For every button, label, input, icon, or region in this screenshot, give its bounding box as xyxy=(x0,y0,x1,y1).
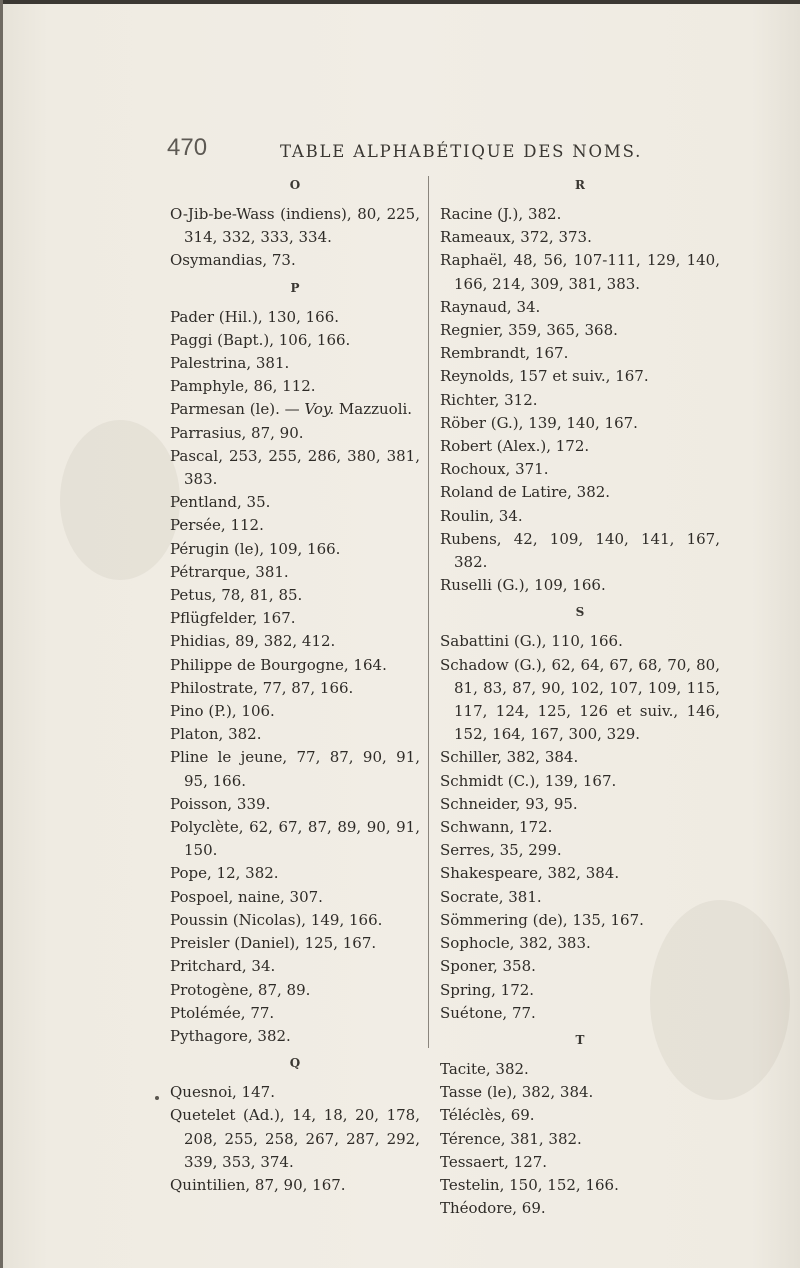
index-entry: Poussin (Nicolas), 149, 166. xyxy=(170,910,383,929)
index-entry: Serres, 35, 299. xyxy=(440,841,562,860)
index-entry: Socrate, 381. xyxy=(440,887,542,906)
index-entry: Schwann, 172. xyxy=(440,818,553,837)
section-letter-p: P xyxy=(290,280,300,295)
index-entry: Tacite, 382. xyxy=(440,1059,529,1078)
index-entry: Schiller, 382, 384. xyxy=(440,748,579,767)
index-entry: Sophocle, 382, 383. xyxy=(440,934,591,953)
index-entry: Téléclès, 69. xyxy=(440,1106,535,1125)
index-entry: Pétrarque, 381. xyxy=(170,562,289,581)
index-entry: Testelin, 150, 152, 166. xyxy=(440,1175,619,1194)
index-entry: Pospoel, naine, 307. xyxy=(170,887,323,906)
index-entry: Tasse (le), 382, 384. xyxy=(440,1083,594,1102)
index-entry: O-Jib-be-Wass (indiens), 80, 225, 314, 332, 333, 334. xyxy=(170,205,420,247)
section-letter-o: O xyxy=(289,178,301,192)
index-entry: Pamphyle, 86, 112. xyxy=(170,377,316,396)
index-entry: Polyclète, 62, 67, 87, 89, 90, 91, 150. xyxy=(170,818,420,860)
index-entry: Schneider, 93, 95. xyxy=(440,794,578,813)
section-letter-t: T xyxy=(575,1032,585,1047)
index-entry: Phidias, 89, 382, 412. xyxy=(170,632,336,651)
index-entry: Théodore, 69. xyxy=(440,1199,546,1218)
index-entry: Quintilien, 87, 90, 167. xyxy=(170,1175,346,1194)
index-entry: Ruselli (G.), 109, 166. xyxy=(440,576,606,595)
index-entry: Spring, 172. xyxy=(440,980,535,999)
index-entry: Röber (G.), 139, 140, 167. xyxy=(440,413,638,432)
index-entry: Paggi (Bapt.), 106, 166. xyxy=(170,330,351,349)
index-entry: Pline le jeune, 77, 87, 90, 91, 95, 166. xyxy=(170,748,420,790)
index-entry: Suétone, 77. xyxy=(440,1003,536,1022)
index-entry: Pentland, 35. xyxy=(170,493,271,512)
page-edge xyxy=(0,0,3,1268)
index-entry: Protogène, 87, 89. xyxy=(170,980,311,999)
index-entry: Palestrina, 381. xyxy=(170,354,290,373)
index-entry: Robert (Alex.), 172. xyxy=(440,437,590,456)
index-entry: Tessaert, 127. xyxy=(440,1152,548,1171)
index-entry: Parmesan (le). — Voy. Mazzuoli. xyxy=(170,400,413,419)
section-letter-q: Q xyxy=(289,1056,301,1071)
index-entry: Poisson, 339. xyxy=(170,794,271,813)
index-entry: Pritchard, 34. xyxy=(170,957,276,976)
index-entry: Pino (P.), 106. xyxy=(170,702,275,721)
index-entry: Pascal, 253, 255, 286, 380, 381, 383. xyxy=(170,446,420,489)
page-number: 470 xyxy=(167,134,208,161)
index-entry: Pader (Hil.), 130, 166. xyxy=(170,307,340,326)
index-entry: Rubens, 42, 109, 140, 141, 167, 382. xyxy=(440,529,720,572)
index-entry: Sabattini (G.), 110, 166. xyxy=(440,632,623,651)
section-letter-r: R xyxy=(575,178,585,192)
index-entry: Parrasius, 87, 90. xyxy=(170,423,304,442)
index-entry: Rembrandt, 167. xyxy=(440,344,569,363)
index-entry: Racine (J.), 382. xyxy=(440,205,562,223)
index-entry: Platon, 382. xyxy=(170,725,262,744)
index-entry: Preisler (Daniel), 125, 167. xyxy=(170,934,377,953)
index-entry: Schmidt (C.), 139, 167. xyxy=(440,771,617,790)
index-entry: Pflügfelder, 167. xyxy=(170,609,296,628)
index-entry: Pérugin (le), 109, 166. xyxy=(170,539,341,558)
paper-stain xyxy=(60,420,180,580)
ink-dot xyxy=(155,1096,159,1100)
index-entry: Regnier, 359, 365, 368. xyxy=(440,321,618,340)
index-entry: Roland de Latire, 382. xyxy=(440,483,611,502)
index-entry: Rochoux, 371. xyxy=(440,460,549,479)
index-entry: Richter, 312. xyxy=(440,390,538,409)
index-column-left xyxy=(170,174,420,1197)
index-entry: Reynolds, 157 et suiv., 167. xyxy=(440,367,649,386)
index-entry: Persée, 112. xyxy=(170,516,264,535)
index-entry: Sponer, 358. xyxy=(440,957,536,976)
index-entry: Raphaël, 48, 56, 107-111, 129, 140, 166, 214, 309, 381, 383. xyxy=(440,251,720,293)
index-entry: Philostrate, 77, 87, 166. xyxy=(170,678,354,697)
index-entry: Schadow (G.), 62, 64, 67, 68, 70, 80, 81, 83, 87, 90, 102, 107, 109, 115, 117, 124, 125, 126 et suiv., 146, 152, 164, 167, 300, 329. xyxy=(440,655,720,744)
index-column-right xyxy=(440,174,720,1220)
index-entry: Rameaux, 372, 373. xyxy=(440,228,592,247)
index-entry: Petus, 78, 81, 85. xyxy=(170,586,303,605)
index-entry: Roulin, 34. xyxy=(440,506,523,525)
index-entry: Pope, 12, 382. xyxy=(170,864,279,883)
index-entry: Ptolémée, 77. xyxy=(170,1003,275,1022)
running-title: TABLE ALPHABÉTIQUE DES NOMS. xyxy=(280,142,643,161)
see-also-abbreviation: Voy. xyxy=(304,400,335,419)
index-entry: Raynaud, 34. xyxy=(440,297,541,316)
index-entry: Térence, 381, 382. xyxy=(440,1129,582,1148)
index-entry: Pythagore, 382. xyxy=(170,1026,291,1045)
index-entry: Sömmering (de), 135, 167. xyxy=(440,910,644,929)
index-entry: Shakespeare, 382, 384. xyxy=(440,864,620,883)
section-letter-s: S xyxy=(575,605,585,620)
index-entry: Quetelet (Ad.), 14, 18, 20, 178, 208, 255, 258, 267, 287, 292, 339, 353, 374. xyxy=(170,1106,420,1171)
column-divider xyxy=(428,176,429,1048)
index-entry: Quesnoi, 147. xyxy=(170,1083,275,1102)
top-border xyxy=(0,0,800,4)
index-entry: Osymandias, 73. xyxy=(170,251,296,270)
index-entry: Philippe de Bourgogne, 164. xyxy=(170,655,387,674)
